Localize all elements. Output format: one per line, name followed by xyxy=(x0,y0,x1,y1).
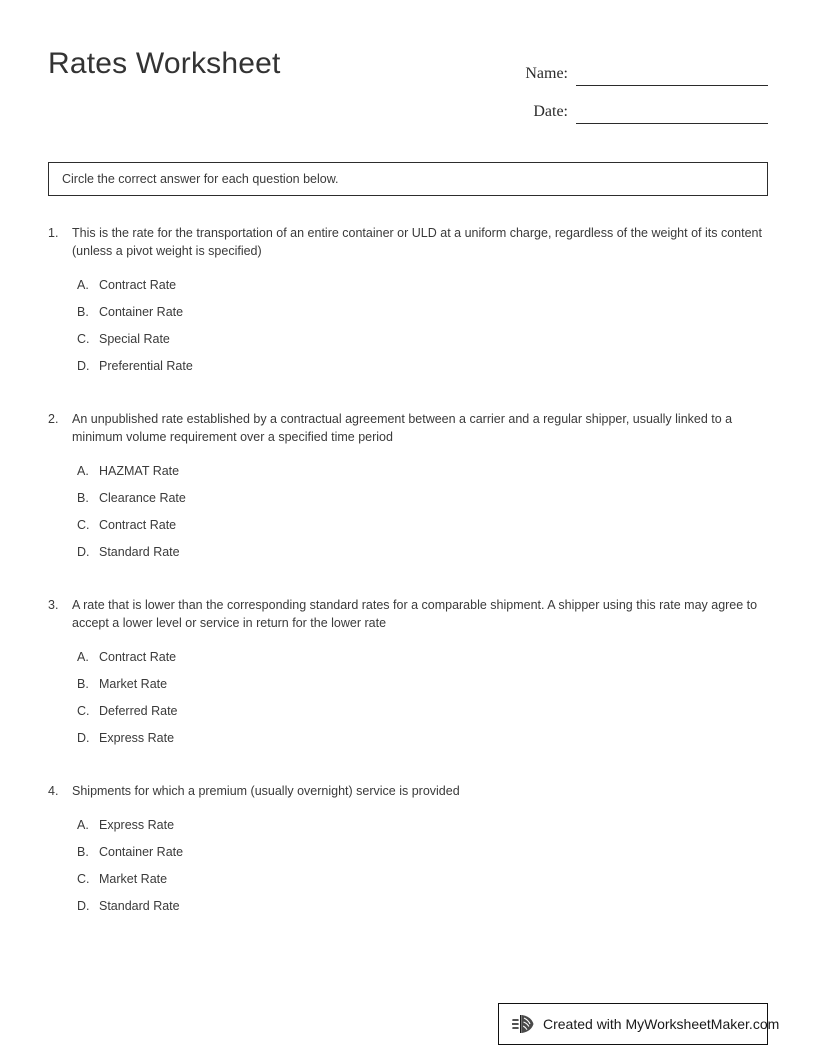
option-letter: C. xyxy=(77,518,90,532)
option-text: Contract Rate xyxy=(99,518,177,532)
name-input-line[interactable] xyxy=(576,65,768,86)
option-list xyxy=(48,462,770,570)
option-letter: A. xyxy=(77,464,89,478)
question-block xyxy=(48,782,770,924)
instruction-text: Circle the correct answer for each question below. xyxy=(62,172,339,186)
date-field-row xyxy=(512,86,768,124)
question-block xyxy=(48,596,770,756)
question-row xyxy=(48,410,770,446)
option-text: Standard Rate xyxy=(99,899,180,913)
option-text: HAZMAT Rate xyxy=(99,464,180,478)
option-list xyxy=(48,648,770,756)
option-letter: B. xyxy=(77,491,89,505)
answer-option[interactable] xyxy=(77,330,770,357)
page-title: Rates Worksheet xyxy=(48,47,281,80)
question-text: Shipments for which a premium (usually overnight) service is provided xyxy=(72,784,460,798)
option-letter: A. xyxy=(77,650,89,664)
answer-option[interactable] xyxy=(77,870,770,897)
option-list xyxy=(48,276,770,384)
student-info-block xyxy=(512,48,768,124)
option-text: Market Rate xyxy=(99,872,168,886)
option-letter: C. xyxy=(77,704,90,718)
question-number: 4. xyxy=(48,784,59,798)
option-letter: A. xyxy=(77,818,89,832)
question-number: 2. xyxy=(48,412,59,426)
answer-option[interactable] xyxy=(77,303,770,330)
question-row xyxy=(48,782,770,800)
option-text: Express Rate xyxy=(99,818,175,832)
option-text: Standard Rate xyxy=(99,545,180,559)
option-letter: D. xyxy=(77,731,90,745)
option-text: Special Rate xyxy=(99,332,170,346)
date-input-line[interactable] xyxy=(576,103,768,124)
option-letter: C. xyxy=(77,872,90,886)
question-list xyxy=(48,224,770,950)
answer-option[interactable] xyxy=(77,357,770,384)
option-list xyxy=(48,816,770,924)
answer-option[interactable] xyxy=(77,543,770,570)
answer-option[interactable] xyxy=(77,675,770,702)
option-letter: B. xyxy=(77,845,89,859)
answer-option[interactable] xyxy=(77,462,770,489)
question-number: 3. xyxy=(48,598,59,612)
name-field-row xyxy=(512,48,768,86)
question-text: This is the rate for the transportation of an entire container or ULD at a uniform charge, regardless of the weight of its content (unless a pivot weight is specified) xyxy=(72,226,762,258)
answer-option[interactable] xyxy=(77,516,770,543)
option-text: Container Rate xyxy=(99,845,184,859)
option-text: Express Rate xyxy=(99,731,175,745)
answer-option[interactable] xyxy=(77,897,770,924)
question-text: A rate that is lower than the corresponding standard rates for a comparable shipment. A shipper using this rate may agree to accept a lower level or service in return for the lower rate xyxy=(72,598,758,630)
question-text: An unpublished rate established by a contractual agreement between a carrier and a regular shipper, usually linked to a minimum volume requirement over a specified time period xyxy=(72,412,733,444)
option-letter: D. xyxy=(77,359,90,373)
answer-option[interactable] xyxy=(77,843,770,870)
name-label: Name: xyxy=(525,65,568,82)
option-text: Preferential Rate xyxy=(99,359,193,373)
answer-option[interactable] xyxy=(77,489,770,516)
option-letter: A. xyxy=(77,278,89,292)
question-block xyxy=(48,224,770,384)
option-text: Deferred Rate xyxy=(99,704,178,718)
question-row xyxy=(48,596,770,632)
answer-option[interactable] xyxy=(77,276,770,303)
question-block xyxy=(48,410,770,570)
option-text: Market Rate xyxy=(99,677,168,691)
question-number: 1. xyxy=(48,226,59,240)
answer-option[interactable] xyxy=(77,729,770,756)
option-text: Contract Rate xyxy=(99,650,177,664)
option-letter: D. xyxy=(77,545,90,559)
footer-badge-text: Created with MyWorksheetMaker.com xyxy=(543,1016,780,1032)
option-letter: C. xyxy=(77,332,90,346)
instruction-box xyxy=(48,162,768,196)
option-text: Container Rate xyxy=(99,305,184,319)
question-row xyxy=(48,224,770,260)
option-text: Contract Rate xyxy=(99,278,177,292)
worksheet-maker-logo-icon xyxy=(511,1012,537,1036)
option-letter: D. xyxy=(77,899,90,913)
answer-option[interactable] xyxy=(77,702,770,729)
date-label: Date: xyxy=(533,103,568,120)
option-letter: B. xyxy=(77,677,89,691)
option-letter: B. xyxy=(77,305,89,319)
footer-badge[interactable] xyxy=(498,1003,780,1045)
worksheet-header xyxy=(48,44,768,130)
option-text: Clearance Rate xyxy=(99,491,186,505)
answer-option[interactable] xyxy=(77,648,770,675)
answer-option[interactable] xyxy=(77,816,770,843)
